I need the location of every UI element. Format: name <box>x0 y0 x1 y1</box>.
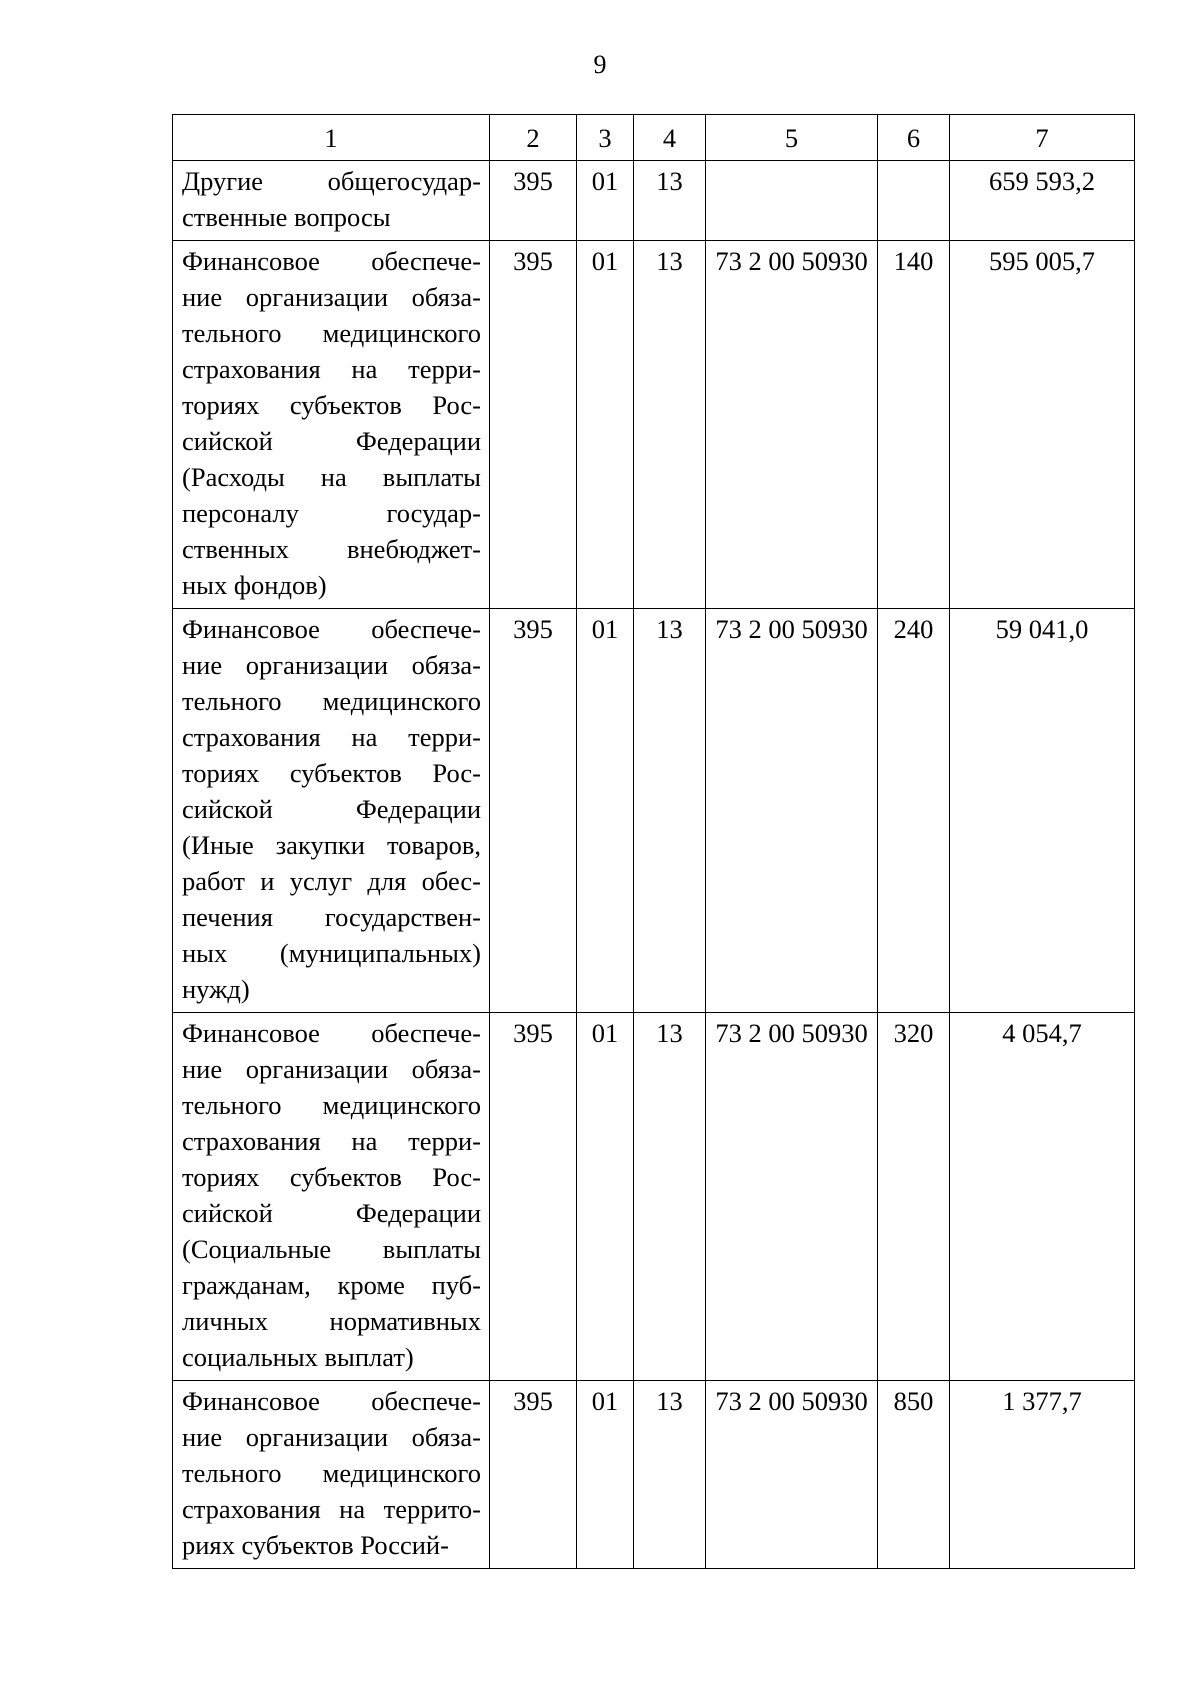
header-col-1: 1 <box>173 115 490 161</box>
target-article-cell: 73 2 00 50930 <box>706 1013 878 1381</box>
table-row <box>173 1013 1135 1381</box>
admin-code-cell: 395 <box>490 1381 577 1569</box>
expense-name-line: Финансовое обеспече- <box>182 1386 481 1416</box>
expense-type-cell: 850 <box>878 1381 950 1569</box>
table-row <box>173 1381 1135 1569</box>
table-row <box>173 609 1135 1013</box>
amount-cell: 659 593,2 <box>950 161 1135 241</box>
header-col-4: 4 <box>634 115 706 161</box>
expense-name-line: страхования на терри- <box>182 1126 481 1156</box>
expense-name-line: ние организации обяза- <box>182 650 481 680</box>
table-body <box>173 161 1135 1569</box>
subsection-code-cell: 13 <box>634 241 706 609</box>
header-col-2: 2 <box>490 115 577 161</box>
expense-name-line: ние организации обяза- <box>182 282 481 312</box>
expense-name-line: ториях субъектов Рос- <box>182 758 481 788</box>
table-header <box>173 115 1135 161</box>
expense-name-line: личных нормативных <box>182 1306 481 1336</box>
expense-name-line: Финансовое обеспече- <box>182 246 481 276</box>
target-article-cell <box>706 161 878 241</box>
expense-name-cell <box>173 1381 490 1569</box>
subsection-code-cell: 13 <box>634 161 706 241</box>
expense-name-cell <box>173 241 490 609</box>
subsection-code-cell: 13 <box>634 1381 706 1569</box>
expense-name-cell <box>173 1013 490 1381</box>
expense-name-line: тельного медицинского <box>182 1090 481 1120</box>
header-col-6: 6 <box>878 115 950 161</box>
expense-name-line: работ и услуг для обес- <box>182 866 481 896</box>
amount-cell: 1 377,7 <box>950 1381 1135 1569</box>
header-col-3: 3 <box>577 115 634 161</box>
expense-type-cell <box>878 161 950 241</box>
expense-name-line: тельного медицинского <box>182 318 481 348</box>
admin-code-cell: 395 <box>490 1013 577 1381</box>
budget-table <box>172 114 1135 1569</box>
expense-name-line: (Расходы на выплаты <box>182 462 481 492</box>
admin-code-cell: 395 <box>490 161 577 241</box>
admin-code-cell: 395 <box>490 609 577 1013</box>
expense-name-cell <box>173 609 490 1013</box>
expense-name-line: ториях субъектов Рос- <box>182 1162 481 1192</box>
section-code-cell: 01 <box>577 161 634 241</box>
subsection-code-cell: 13 <box>634 1013 706 1381</box>
expense-name-line: (Иные закупки товаров, <box>182 830 481 860</box>
expense-name-line: ных фондов) <box>182 570 327 600</box>
section-code-cell: 01 <box>577 241 634 609</box>
expense-name-line: сийской Федерации <box>182 794 481 824</box>
amount-cell: 4 054,7 <box>950 1013 1135 1381</box>
expense-name-line: гражданам, кроме пуб- <box>182 1270 481 1300</box>
expense-name-line: страхования на терри- <box>182 722 481 752</box>
expense-name-line: персоналу государ- <box>182 498 481 528</box>
expense-name-line: ние организации обяза- <box>182 1422 481 1452</box>
header-row <box>173 115 1135 161</box>
section-code-cell: 01 <box>577 609 634 1013</box>
expense-name-line: ственные вопросы <box>182 202 391 232</box>
admin-code-cell: 395 <box>490 241 577 609</box>
expense-name-line: Другие общегосудар- <box>182 166 481 196</box>
expense-name-line: сийской Федерации <box>182 426 481 456</box>
expense-name-line: сийской Федерации <box>182 1198 481 1228</box>
expense-name-line: Финансовое обеспече- <box>182 614 481 644</box>
expense-type-cell: 320 <box>878 1013 950 1381</box>
expense-name-line: страхования на террито- <box>182 1494 481 1524</box>
expense-type-cell: 240 <box>878 609 950 1013</box>
expense-name-line: социальных выплат) <box>182 1342 414 1372</box>
target-article-cell: 73 2 00 50930 <box>706 241 878 609</box>
expense-name-line: тельного медицинского <box>182 686 481 716</box>
section-code-cell: 01 <box>577 1381 634 1569</box>
expense-name-line: тельного медицинского <box>182 1458 481 1488</box>
expense-name-line: страхования на терри- <box>182 354 481 384</box>
expense-type-cell: 140 <box>878 241 950 609</box>
target-article-cell: 73 2 00 50930 <box>706 1381 878 1569</box>
expense-name-line: ных (муниципальных) <box>182 938 481 968</box>
target-article-cell: 73 2 00 50930 <box>706 609 878 1013</box>
amount-cell: 59 041,0 <box>950 609 1135 1013</box>
expense-name-line: (Социальные выплаты <box>182 1234 481 1264</box>
expense-name-line: риях субъектов Россий- <box>182 1530 449 1560</box>
expense-name-line: печения государствен- <box>182 902 481 932</box>
amount-cell: 595 005,7 <box>950 241 1135 609</box>
subsection-code-cell: 13 <box>634 609 706 1013</box>
expense-name-line: ние организации обяза- <box>182 1054 481 1084</box>
expense-name-cell <box>173 161 490 241</box>
expense-name-line: Финансовое обеспече- <box>182 1018 481 1048</box>
expense-name-line: ственных внебюджет- <box>182 534 481 564</box>
expense-name-line: ториях субъектов Рос- <box>182 390 481 420</box>
table-row <box>173 241 1135 609</box>
table-row <box>173 161 1135 241</box>
header-col-7: 7 <box>950 115 1135 161</box>
section-code-cell: 01 <box>577 1013 634 1381</box>
header-col-5: 5 <box>706 115 878 161</box>
page-number: 9 <box>593 50 607 79</box>
expense-name-line: нужд) <box>182 974 250 1004</box>
